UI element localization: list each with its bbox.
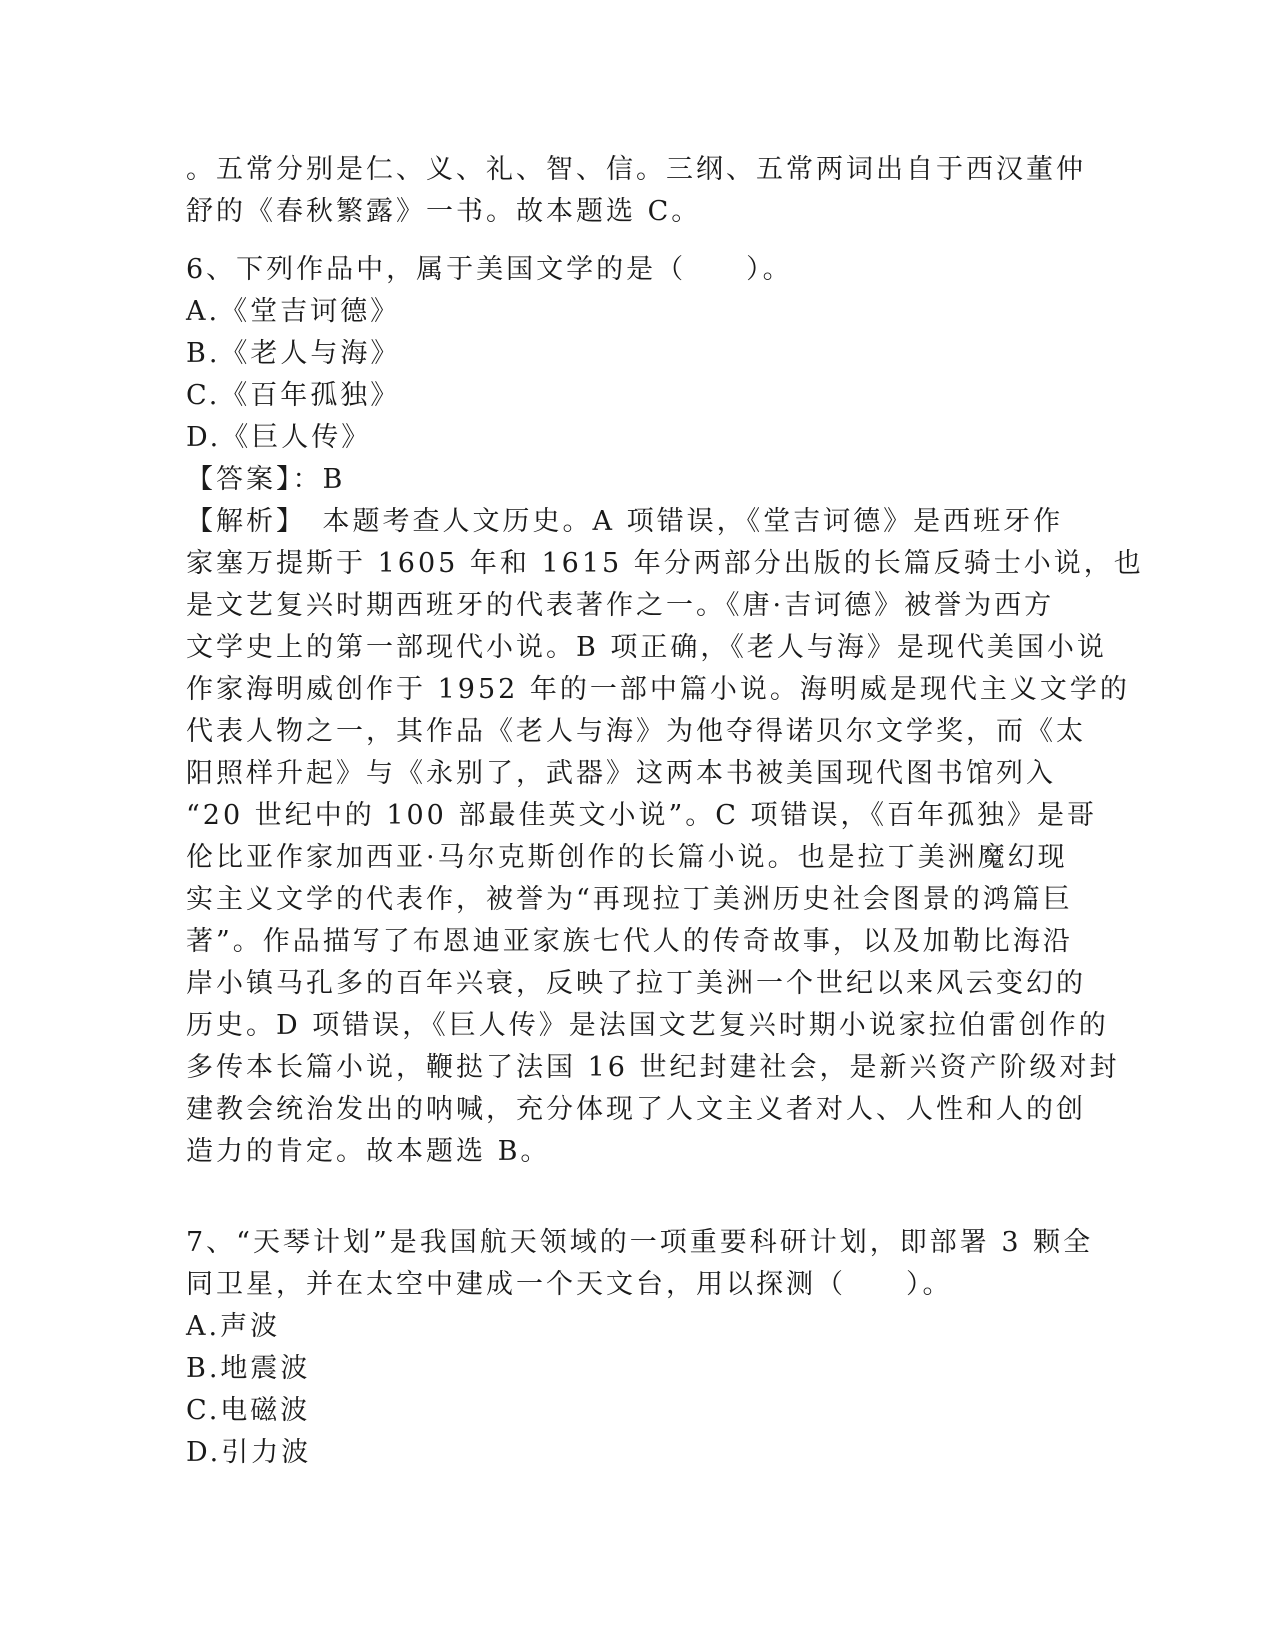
option-b: B.地震波 <box>186 1353 311 1384</box>
explanation-line: 阳照样升起》与《永别了，武器》这两本书被美国现代图书馆列入 <box>186 758 1056 789</box>
question-stem: 6、下列作品中，属于美国文学的是（ ）。 <box>186 254 793 285</box>
previous-explanation-tail <box>186 149 1086 233</box>
explanation-line: 作家海明威创作于 1952 年的一部中篇小说。海明威是现代主义文学的 <box>186 674 1130 705</box>
explanation-line: 著”。作品描写了布恩迪亚家族七代人的传奇故事，以及加勒比海沿 <box>186 926 1073 957</box>
explanation-line: 实主义文学的代表作，被誉为“再现拉丁美洲历史社会图景的鸿篇巨 <box>186 884 1073 915</box>
option-d: D.《巨人传》 <box>186 422 372 453</box>
option-b: B.《老人与海》 <box>186 338 401 369</box>
explanation-line: 造力的肯定。故本题选 B。 <box>186 1136 551 1167</box>
option-c: C.《百年孤独》 <box>186 380 401 411</box>
question-stem: 7、“天琴计划”是我国航天领域的一项重要科研计划，即部署 3 颗全 <box>186 1227 1094 1258</box>
explanation-line: 多传本长篇小说，鞭挞了法国 16 世纪封建社会，是新兴资产阶级对封 <box>186 1052 1120 1083</box>
option-d: D.引力波 <box>186 1437 312 1468</box>
explanation-line: 伦比亚作家加西亚·马尔克斯创作的长篇小说。也是拉丁美洲魔幻现 <box>186 842 1068 873</box>
question-7 <box>186 1222 1094 1474</box>
option-c: C.电磁波 <box>186 1395 311 1426</box>
option-a: A.《堂吉诃德》 <box>186 296 401 327</box>
option-a: A.声波 <box>186 1311 281 1342</box>
answer-line: 【答案】：B <box>186 464 346 495</box>
explanation-line: 历史。D 项错误，《巨人传》是法国文艺复兴时期小说家拉伯雷创作的 <box>186 1010 1109 1041</box>
explanation-line: 建教会统治发出的呐喊，充分体现了人文主义者对人、人性和人的创 <box>186 1094 1086 1125</box>
text-line: 。五常分别是仁、义、礼、智、信。三纲、五常两词出自于西汉董仲 <box>186 154 1086 185</box>
explanation-line: 【解析】 本题考查人文历史。A 项错误，《堂吉诃德》是西班牙作 <box>186 506 1064 537</box>
explanation-line: “20 世纪中的 100 部最佳英文小说”。C 项错误，《百年孤独》是哥 <box>186 800 1097 831</box>
question-stem: 同卫星，并在太空中建成一个天文台，用以探测（ ）。 <box>186 1269 953 1300</box>
explanation-line: 代表人物之一，其作品《老人与海》为他夺得诺贝尔文学奖，而《太 <box>186 716 1086 747</box>
question-6 <box>186 249 1144 1173</box>
text-line: 舒的《春秋繁露》一书。故本题选 C。 <box>186 196 702 227</box>
explanation-line: 岸小镇马孔多的百年兴衰，反映了拉丁美洲一个世纪以来风云变幻的 <box>186 968 1086 999</box>
explanation-line: 家塞万提斯于 1605 年和 1615 年分两部分出版的长篇反骑士小说，也 <box>186 548 1144 579</box>
explanation <box>186 501 1144 1173</box>
explanation-line: 文学史上的第一部现代小说。B 项正确，《老人与海》是现代美国小说 <box>186 632 1107 663</box>
explanation-line: 是文艺复兴时期西班牙的代表著作之一。《唐·吉诃德》被誉为西方 <box>186 590 1055 621</box>
